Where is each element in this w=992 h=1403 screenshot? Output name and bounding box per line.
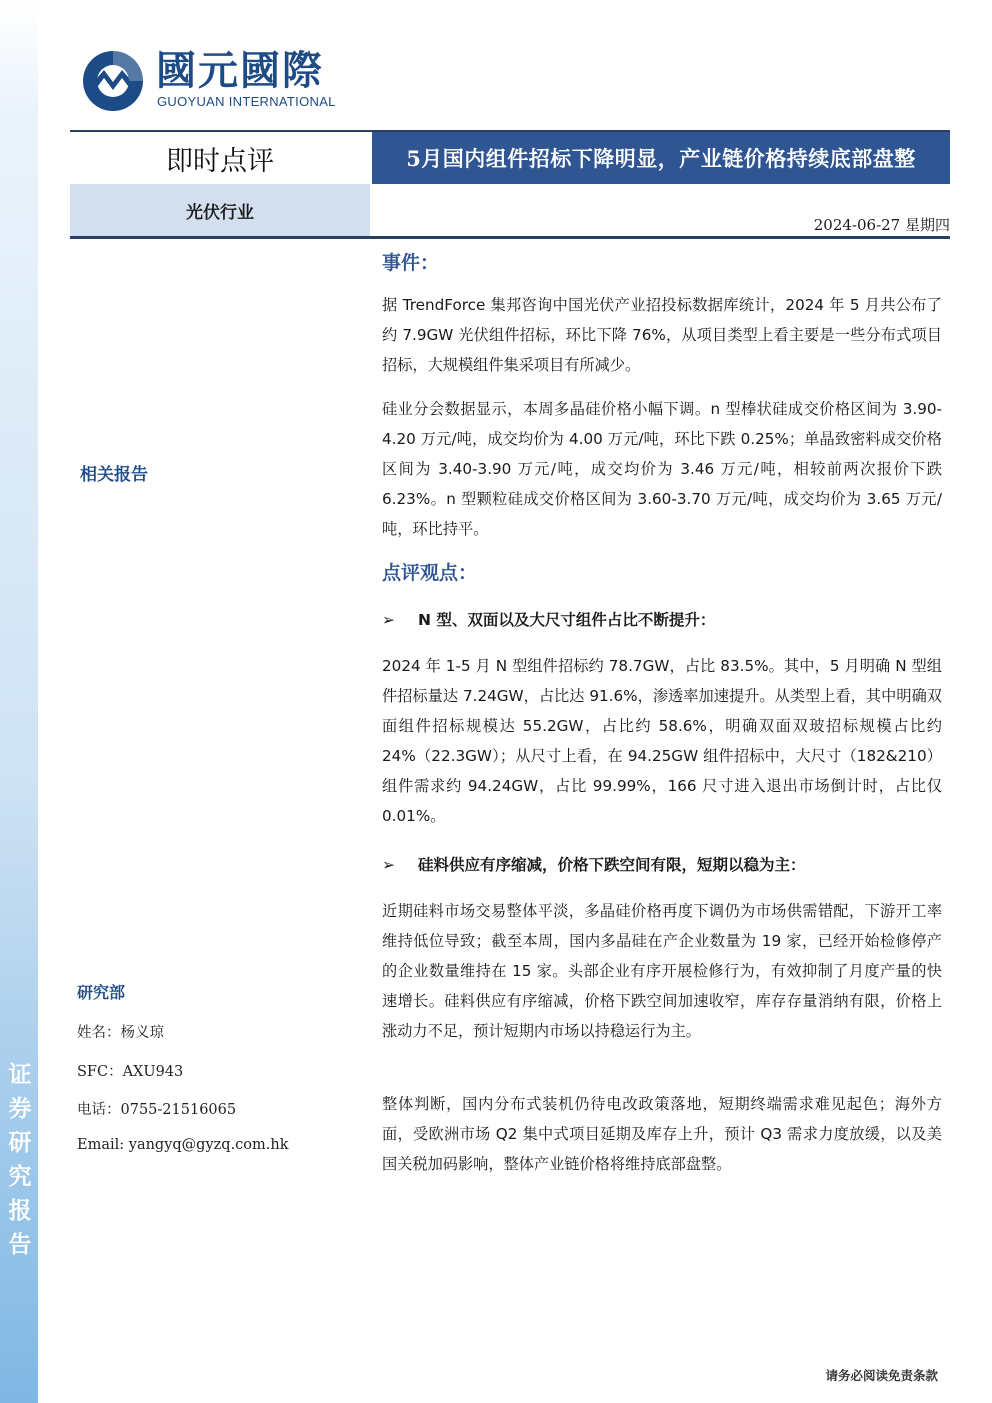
review-point-title-text: 硅料供应有序缩减，价格下跌空间有限，短期以稳为主： <box>418 856 806 874</box>
event-paragraph: 硅业分会数据显示，本周多晶硅价格小幅下调。n 型棒状硅成交价格区间为 3.90-4.20 万元/吨，成交均价为 4.00 万元/吨，环比下跌 0.25%；单晶致密料成交价格区间为 3.40-3.90 万元/吨，成交均价为 3.46 万元/吨，相较前两次报价下跌 6.23%。n 型颗粒硅成交价格区间为 3.60-3.70 万元/吨，成交均价为 3.65 万元/吨，环比持平。 <box>382 400 942 538</box>
review-point-title <box>382 608 942 630</box>
bullet-arrow-icon: ➢ <box>382 856 395 874</box>
research-dept: 研究部 <box>77 983 126 1002</box>
review-paragraph: 2024 年 1-5 月 N 型组件招标约 78.7GW，占比 83.5%。其中，5 月明确 N 型组件招标量达 7.24GW，占比达 91.6%，渗透率加速提升。从类型上看，其中明确双面组件招标规模达 55.2GW，占比约 58.6%，明确双面双玻招标规模占比约 24%（22.3GW）；从尺寸上看，在 94.25GW 组件招标中，大尺寸（182&210）组件需求约 94.24GW，占比 99.99%，166 尺寸进入退出市场倒计时，占比仅 0.01%。 <box>382 657 942 825</box>
analyst-phone: 电话：0755-21516065 <box>77 1102 237 1118</box>
analyst-email[interactable]: Email: yangyq@gyzq.com.hk <box>77 1136 289 1153</box>
industry-label: 光伏行业 <box>70 184 370 236</box>
related-reports-heading: 相关报告 <box>80 465 148 485</box>
brand-name-en: GUOYUAN INTERNATIONAL <box>157 94 336 109</box>
review-heading: 点评观点： <box>382 562 478 584</box>
review-point-title <box>382 853 942 875</box>
report-date: 2024-06-27 星期四 <box>813 216 950 234</box>
vertical-label: 证券研究报告 <box>8 1061 32 1258</box>
review-paragraph: 近期硅料市场交易整体平淡，多晶硅价格再度下调仍为市场供需错配，下游开工率维持低位导致；截至本周，国内多晶硅在产企业数量为 19 家，已经开始检修停产的企业数量维持在 15 家。头部企业有序开展检修行为，有效抑制了月度产量的快速增长。硅料供应有序缩减，价格下跌空间加速收窄，库存存量消纳有限，价格上涨动力不足，预计短期内市场以持稳运行为主。 <box>382 902 942 1040</box>
analyst-name: 姓名：杨义琼 <box>77 1025 164 1041</box>
review-paragraph: 整体判断，国内分布式装机仍待电改政策落地，短期终端需求难见起色；海外方面，受欧洲市场 Q2 集中式项目延期及库存上升，预计 Q3 需求力度放缓，以及美国关税加码影响，整体产业链价格将维持底部盘整。 <box>382 1095 942 1173</box>
analyst-sfc: SFC：AXU943 <box>77 1063 184 1080</box>
brand-logo <box>80 46 340 116</box>
event-heading: 事件： <box>382 252 440 274</box>
header-rule-bottom <box>70 236 950 239</box>
review-point-title-text: N 型、双面以及大尺寸组件占比不断提升： <box>418 611 716 629</box>
report-title: 5月国内组件招标下降明显，产业链价格持续底部盘整 <box>372 132 950 184</box>
bullet-arrow-icon: ➢ <box>382 611 395 629</box>
brand-name-cn: 國元國際 <box>156 48 324 94</box>
logo-emblem-icon <box>80 48 146 114</box>
report-type: 即时点评 <box>166 145 274 177</box>
disclaimer-note[interactable]: 请务必阅读免责条款 <box>825 1368 938 1383</box>
research-contact <box>77 980 367 1175</box>
event-paragraph: 据 TrendForce 集邦咨询中国光伏产业招投标数据库统计，2024 年 5 月共公布了约 7.9GW 光伏组件招标，环比下降 76%，从项目类型上看主要是一些分布式项目招标，大规模组件集采项目有所减少。 <box>382 296 942 374</box>
